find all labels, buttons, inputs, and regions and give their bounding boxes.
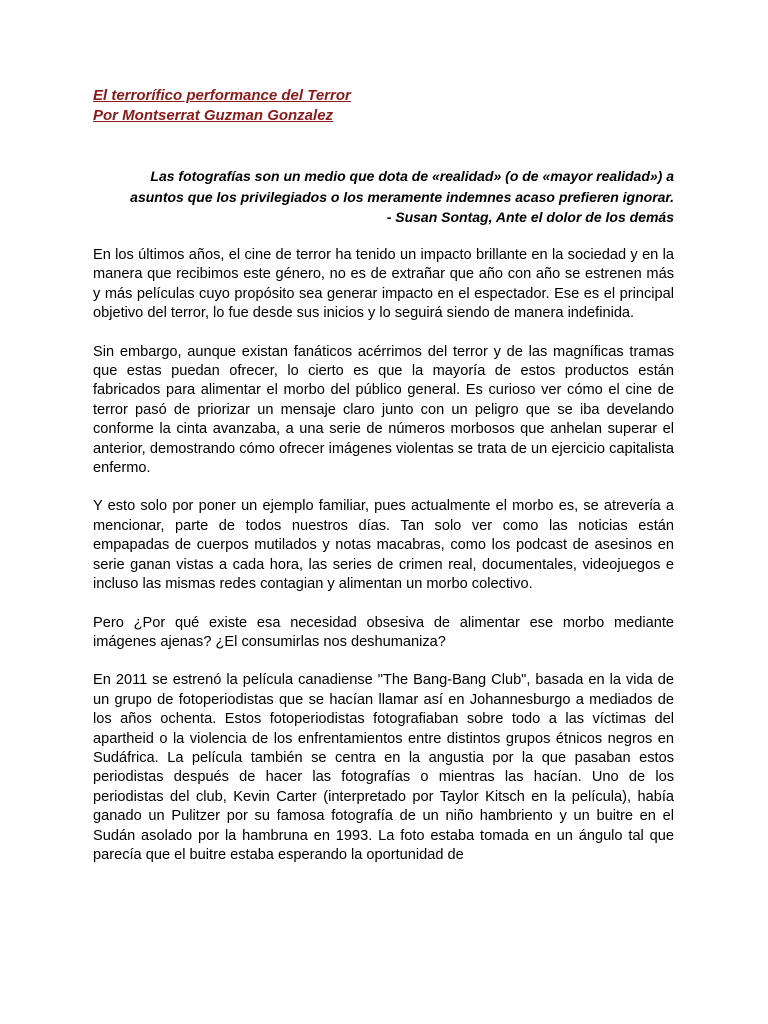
paragraph: En 2011 se estrenó la película canadiense "The Bang-Bang Club", basada en la vida de un grupo de fotoperiodistas que se hacían llamar así en Johannesburgo a mediados de los años ochenta. Estos fotoperiodistas fotografiaban sobre todo a las víctimas del apartheid o la violencia de los enfrentamientos entre distintos grupos étnicos negros en Sudáfrica. La película también se centra en la angustia por la que pasaban estos periodistas después de hacer las fotografías o mientras las hacían. Uno de los periodistas del club, Kevin Carter (interpretado por Taylor Kitsch en la película), había ganado un Pulitzer por su famosa fotografía de un niño hambriento y un buitre en el Sudán asolado por la hambruna en 1993. La foto estaba tomada en un ángulo tal que parecía que el buitre estaba esperando la oportunidad de [93, 672, 674, 863]
paragraph: Sin embargo, aunque existan fanáticos acérrimos del terror y de las magníficas tramas que estas puedan ofrecer, lo cierto es que la mayoría de estos productos están fabricados para alimentar el morbo del público general. Es curioso ver cómo el cine de terror pasó de priorizar un mensaje claro junto con un peligro que se iba develando conforme la cinta avanzaba, a una serie de números morbosos que anhelan superar el anterior, demostrando cómo ofrecer imágenes violentas se trata de un ejercicio capitalista enfermo. [93, 343, 674, 477]
epigraph-quote: Las fotografías son un medio que dota de «realidad» (o de «mayor realidad») a asuntos que los privilegiados o los meramente indemnes acaso prefieren ignorar. [130, 168, 674, 205]
document-header [93, 86, 674, 126]
article-title: El terrorífico performance del Terror [93, 87, 351, 104]
paragraph: Y esto solo por poner un ejemplo familiar, pues actualmente el morbo es, se atreverίa a mencionar, parte de todos nuestros días. Tan solo ver como las noticias están empapadas de cuerpos mutilados y notas macabras, como los podcast de asesinos en serie ganan vistas a cada hora, las series de crimen real, documentales, videojuegos e incluso las mismas redes contagian y alimentan un morbo colectivo. [93, 498, 674, 593]
article-byline: Por Montserrat Guzman Gonzalez [93, 107, 334, 124]
paragraph: En los últimos años, el cine de terror ha tenido un impacto brillante en la sociedad y en la manera que recibimos este género, no es de extrañar que año con año se estrenen más y más películas cuyo propósito sea generar impacto en el espectador. Ese es el principal objetivo del terror, lo fue desde sus inicios y lo seguirá siendo de manera indefinida. [93, 247, 674, 322]
epigraph-author: - Susan Sontag, Ante el dolor de los demás [386, 209, 674, 225]
article-body [93, 246, 674, 865]
document-page [93, 86, 674, 884]
paragraph: Pero ¿Por qué existe esa necesidad obsesiva de alimentar ese morbo mediante imágenes ajenas? ¿El consumirlas nos deshumaniza? [93, 614, 674, 650]
